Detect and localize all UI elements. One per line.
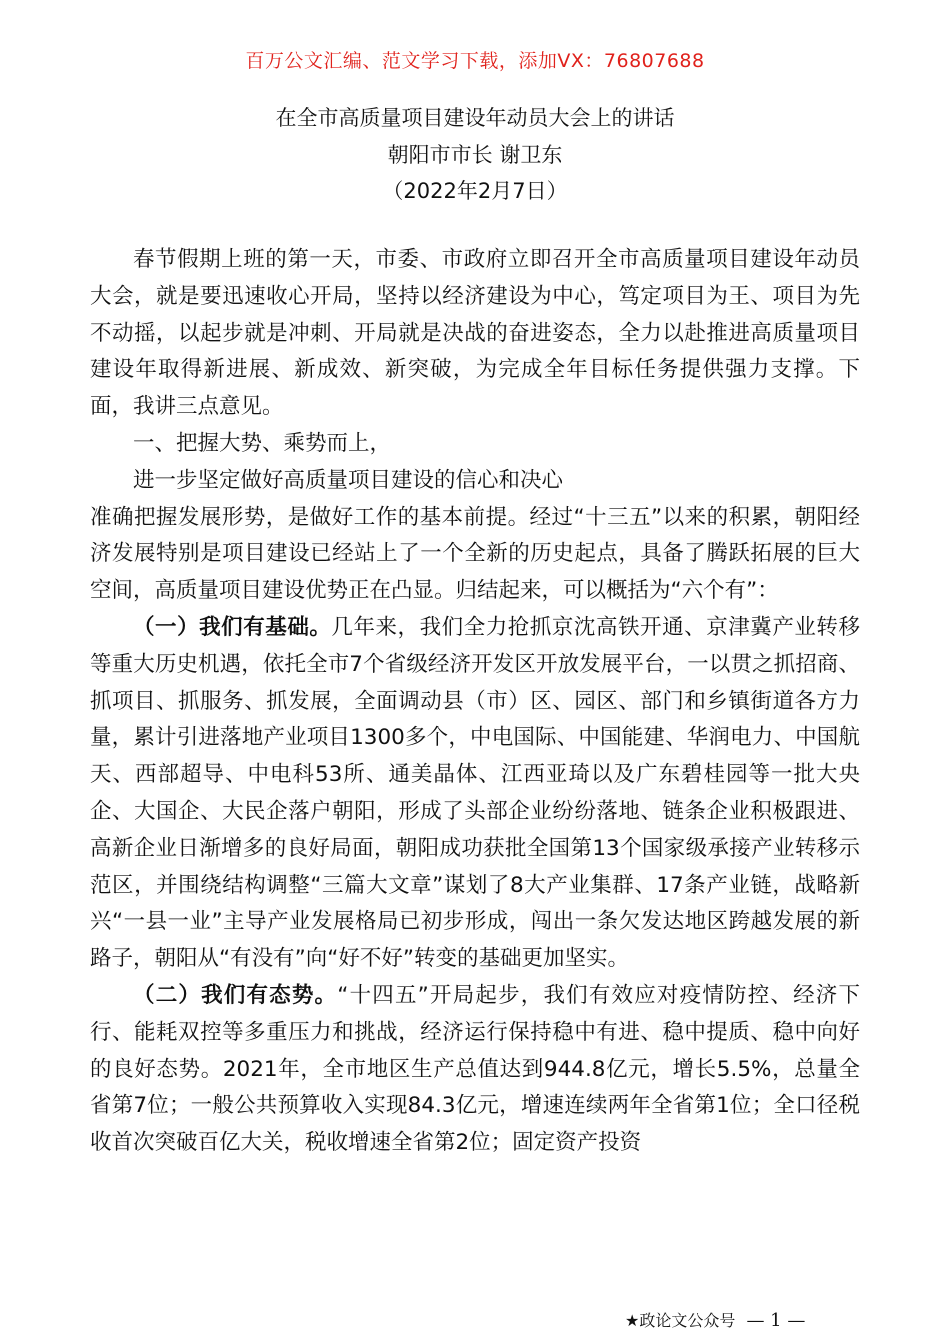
document-date: （2022年2月7日） bbox=[382, 179, 568, 203]
point-1-paragraph bbox=[90, 610, 860, 978]
document-body bbox=[90, 242, 860, 1162]
section-1-title: 一、把握大势、乘势而上， bbox=[133, 430, 392, 456]
document-author: 朝阳市市长 谢卫东 bbox=[387, 143, 563, 167]
point-2-paragraph bbox=[90, 978, 860, 1162]
document-title: 在全市高质量项目建设年动员大会上的讲话 bbox=[275, 106, 675, 130]
point-2-heading: （二）我们有态势。 bbox=[133, 982, 338, 1008]
section-1-subtitle: 进一步坚定做好高质量项目建设的信心和决心 bbox=[133, 467, 564, 493]
watermark-banner: 百万公文汇编、范文学习下载，添加VX：76807688 bbox=[245, 50, 705, 72]
intro-paragraph: 春节假期上班的第一天，市委、市政府立即召开全市高质量项目建设年动员大会，就是要迅速收心开局，坚持以经济建设为中心，笃定项目为王、项目为先不动摇，以起步就是冲刺、开局就是决战的奋进姿态，全力以赴推进高质量项目建设年取得新进展、新成效、新突破，为完成全年目标任务提供强力支撑。下面，我讲三点意见。 bbox=[90, 247, 860, 420]
point-2-text: “十四五”开局起步，我们有效应对疫情防控、经济下行、能耗双控等多重压力和挑战，经济运行保持稳中有进、稳中提质、稳中向好的良好态势。2021年，全市地区生产总值达到944.8亿元，增长5.5%，总量全省第7位；一般公共预算收入实现84.3亿元，增速连续两年全省第1位；全口径税收首次突破百亿大关，税收增速全省第2位；固定资产投资 bbox=[90, 982, 860, 1156]
point-1-text: 几年来，我们全力抢抓京沈高铁开通、京津冀产业转移等重大历史机遇，依托全市7个省级经济开发区开放发展平台，一以贯之抓招商、抓项目、抓服务、抓发展，全面调动县（市）区、园区、部门和乡镇街道各方力量，累计引进落地产业项目1300多个，中电国际、中国能建、华润电力、中国航天、西部超导、中电科53所、通美晶体、江西亚琦以及广东碧桂园等一批大央企、大国企、大民企落户朝阳，形成了头部企业纷纷落地、链条企业积极跟进、高新企业日渐增多的良好局面，朝阳成功获批全国第13个国家级承接产业转移示范区，并围绕结构调整“三篇大文章”谋划了8大产业集群、17条产业链，战略新兴“一县一业”主导产业发展格局已初步形成，闯出一条欠发达地区跨越发展的新路子，朝阳从“有没有”向“好不好”转变的基础更加坚实。 bbox=[90, 614, 860, 972]
section-1-intro: 准确把握发展形势，是做好工作的基本前提。经过“十三五”以来的积累，朝阳经济发展特别是项目建设已经站上了一个全新的历史起点，具备了腾跃拓展的巨大空间，高质量项目建设优势正在凸显。归结起来，可以概括为“六个有”： bbox=[90, 504, 860, 604]
page-footer bbox=[625, 1308, 805, 1331]
footer-source: ★政论文公众号 bbox=[625, 1311, 736, 1330]
point-1-heading: （一）我们有基础。 bbox=[133, 614, 332, 640]
page-number: — 1 — bbox=[746, 1310, 806, 1331]
